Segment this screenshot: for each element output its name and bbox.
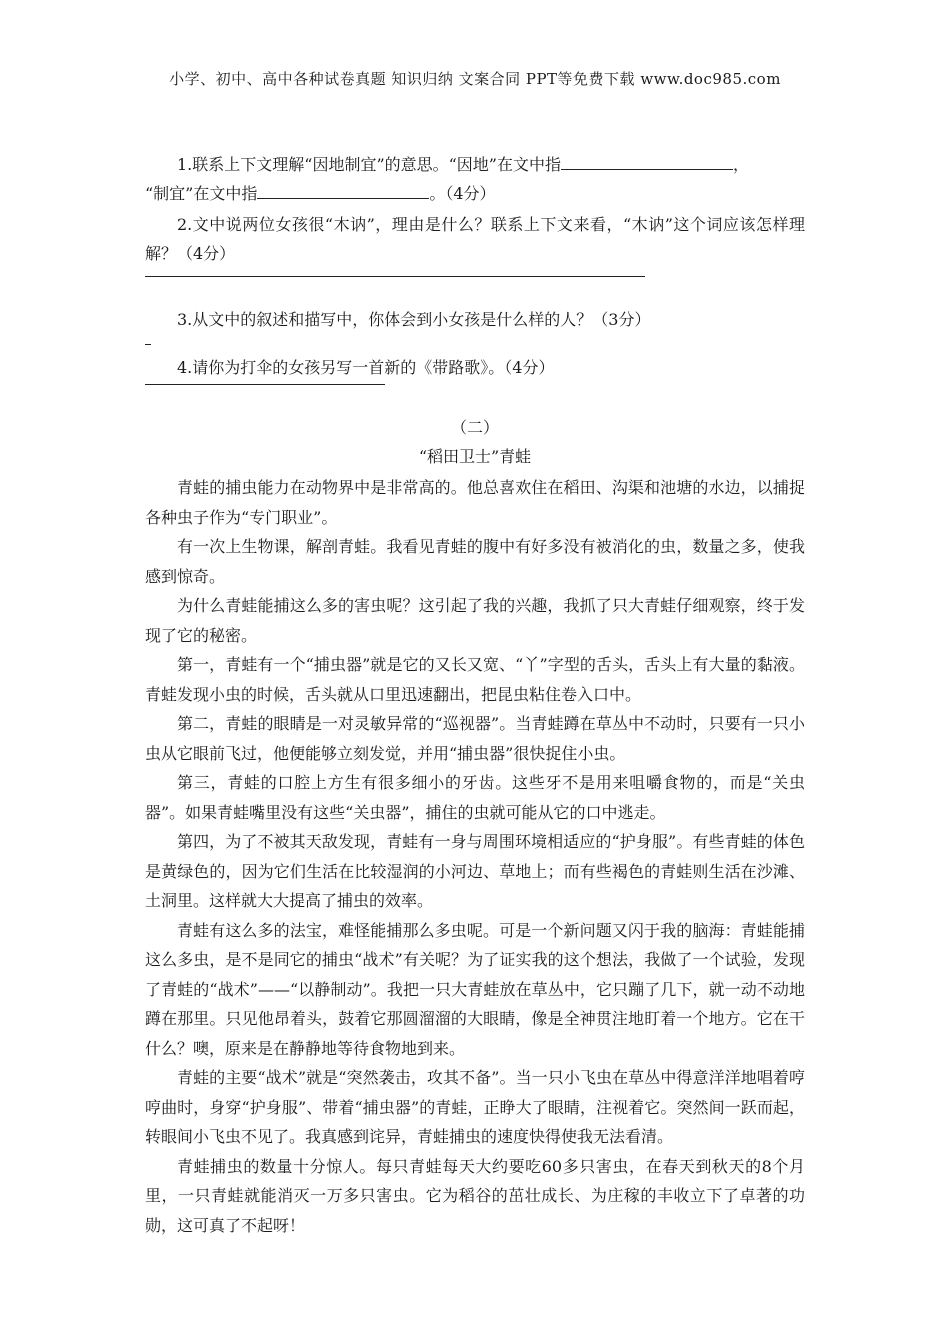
section-number: （二）: [450, 418, 499, 437]
paragraph-9: 青蛙的主要“战术”就是“突然袭击，攻其不备”。当一只小飞虫在草丛中得意洋洋地唱着哼哼曲时，身穿“护身服”、带着“捕虫器”的青蛙，正睁大了眼睛，注视着它。突然间一跃而起，转眼间小飞虫不见了。我真感到诧异，青蛙捕虫的速度快得使我无法看清。: [145, 1068, 805, 1146]
article-title: “稻田卫士”青蛙: [418, 447, 532, 466]
question-3: 3.从文中的叙述和描写中，你体会到小女孩是什么样的人？（3分）: [177, 310, 651, 329]
page-header: 小学、初中、高中各种试卷真题 知识归纳 文案合同 PPT等免费下载 www.doc985.com: [169, 70, 781, 88]
answer-line-4[interactable]: [145, 382, 385, 385]
answer-line-2[interactable]: [145, 274, 645, 277]
paragraph-1: 青蛙的捕虫能力在动物界中是非常高的。他总喜欢住在稻田、沟渠和池塘的水边，以捕捉各种虫子作为“专门职业”。: [145, 478, 805, 527]
answer-blank-yindi[interactable]: [561, 155, 733, 170]
answer-line-3[interactable]: [145, 338, 151, 345]
question-4: 4.请你为打伞的女孩另写一首新的《带路歌》。（4分）: [177, 358, 555, 377]
paragraph-10: 青蛙捕虫的数量十分惊人。每只青蛙每天大约要吃60多只害虫，在春天到秋天的8个月里，一只青蛙就能消灭一万多只害虫。它为稻谷的茁壮成长、为庄稼的丰收立下了卓著的功勋，这可真了不起呀！: [145, 1156, 805, 1235]
question-1-text: 1.联系上下文理解“因地制宜”的意思。“因地”在文中指: [177, 155, 561, 174]
question-2: 2.文中说两位女孩很“木讷”，理由是什么？联系上下文来看，“木讷”这个词应该怎样理解？（4分）: [145, 215, 805, 263]
paragraph-5: 第二，青蛙的眼睛是一对灵敏异常的“巡视器”。当青蛙蹲在草丛中不动时，只要有一只小虫从它眼前飞过，他便能够立刻发觉，并用“捕虫器”很快捉住小虫。: [145, 714, 805, 763]
question-1-cont: [145, 179, 805, 208]
question-1-end: 。（4分）: [429, 184, 496, 203]
paragraph-2: 有一次上生物课，解剖青蛙。我看见青蛙的腹中有好多没有被消化的虫，数量之多，使我感到惊奇。: [145, 537, 805, 586]
document-body: [145, 150, 805, 1240]
paragraph-6: 第三，青蛙的口腔上方生有很多细小的牙齿。这些牙不是用来咀嚼食物的，而是“关虫器”。如果青蛙嘴里没有这些“关虫器”，捕住的虫就可能从它的口中逃走。: [145, 773, 805, 822]
question-1: [145, 150, 805, 179]
paragraph-7: 第四，为了不被其天敌发现，青蛙有一身与周围环境相适应的“护身服”。有些青蛙的体色是黄绿色的，因为它们生活在比较湿润的小河边、草地上；而有些褐色的青蛙则生活在沙滩、土洞里。这样就大大提高了捕虫的效率。: [145, 832, 805, 910]
article-body: [145, 473, 805, 1240]
question-1-comma: ，: [733, 155, 750, 174]
answer-blank-zhiyi[interactable]: [257, 184, 429, 199]
question-1-text-2: “制宜”在文中指: [145, 184, 258, 203]
paragraph-8: 青蛙有这么多的法宝，难怪能捕那么多虫呢。可是一个新问题又闪于我的脑海：青蛙能捕这么多虫，是不是同它的捕虫“战术”有关呢？为了证实我的这个想法，我做了一个试验，发现了青蛙的“战术”——“以静制动”。我把一只大青蛙放在草丛中，它只蹦了几下，就一动不动地蹲在那里。只见他昂着头，鼓着它那圆溜溜的大眼睛，像是全神贯注地盯着一个地方。它在干什么？噢，原来是在静静地等待食物地到来。: [145, 920, 805, 1058]
paragraph-4: 第一，青蛙有一个“捕虫器”就是它的又长又宽、“丫”字型的舌头，舌头上有大量的黏液。青蛙发现小虫的时候，舌头就从口里迅速翻出，把昆虫粘住卷入口中。: [145, 655, 805, 704]
paragraph-3: 为什么青蛙能捕这么多的害虫呢？这引起了我的兴趣，我抓了只大青蛙仔细观察，终于发现了它的秘密。: [145, 596, 805, 645]
